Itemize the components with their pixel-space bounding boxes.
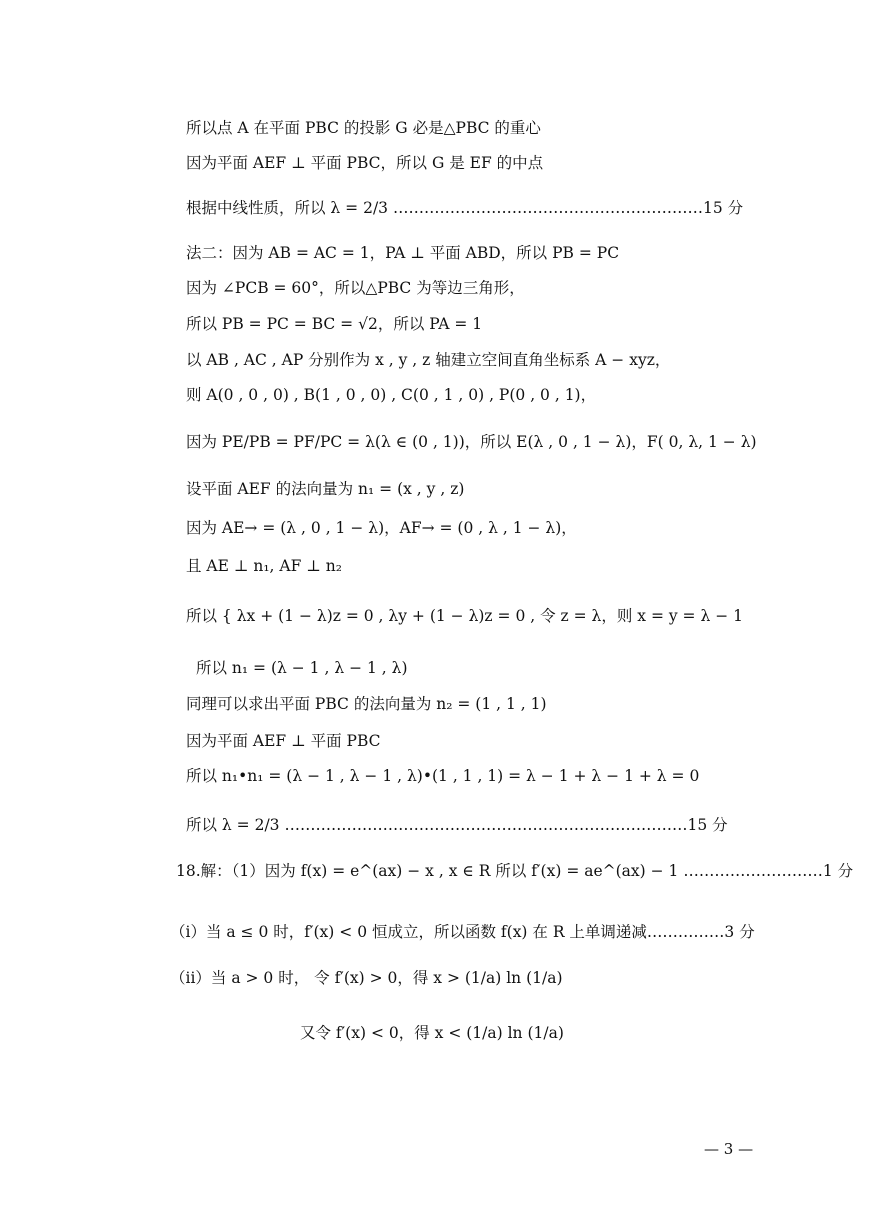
- text-line-11: 因为 AE→ = (λ , 0 , 1 − λ)，AF→ = (0 , λ , 1 − λ)，: [186, 519, 577, 537]
- text-line-12: 且 AE ⊥ n₁, AF ⊥ n₂: [186, 557, 342, 575]
- text-line-22: 又令 f′(x) < 0，得 x < (1/a) ln (1/a): [300, 1024, 564, 1042]
- text-line-4: 法二：因为 AB = AC = 1，PA ⊥ 平面 ABD，所以 PB = PC: [186, 244, 620, 262]
- text-line-1: 所以点 A 在平面 PBC 的投影 G 必是△PBC 的重心: [186, 119, 541, 137]
- text-line-21: （ii）当 a > 0 时， 令 f′(x) > 0，得 x > (1/a) ln (1/a): [170, 969, 563, 987]
- text-line-2: 因为平面 AEF ⊥ 平面 PBC，所以 G 是 EF 的中点: [186, 154, 544, 172]
- text-line-3: 根据中线性质，所以 λ = 2/3 ……………………………………………………15 分: [186, 199, 744, 217]
- text-line-20: （i）当 a ≤ 0 时，f′(x) < 0 恒成立，所以函数 f(x) 在 R 上单调递减……………3 分: [170, 923, 755, 941]
- text-line-8: 则 A(0 , 0 , 0) , B(1 , 0 , 0) , C(0 , 1 , 0) , P(0 , 0 , 1)，: [186, 386, 597, 404]
- text-line-18: 所以 λ = 2/3 ……………………………………………………………………15 分: [186, 816, 728, 834]
- text-line-15: 同理可以求出平面 PBC 的法向量为 n₂ = (1 , 1 , 1): [186, 695, 547, 713]
- text-line-19: 18.解：（1）因为 f(x) = e^(ax) − x , x ∈ R 所以 f′(x) = ae^(ax) − 1 ………………………1 分: [176, 862, 854, 880]
- text-line-14: 所以 n₁ = (λ − 1 , λ − 1 , λ): [196, 659, 408, 677]
- text-line-13: 所以 { λx + (1 − λ)z = 0 , λy + (1 − λ)z = 0 , 令 z = λ，则 x = y = λ − 1: [186, 607, 743, 625]
- text-line-7: 以 AB , AC , AP 分别作为 x , y , z 轴建立空间直角坐标系 A − xyz，: [186, 351, 671, 369]
- text-line-10: 设平面 AEF 的法向量为 n₁ = (x , y , z): [186, 480, 465, 498]
- text-line-6: 所以 PB = PC = BC = √2，所以 PA = 1: [186, 315, 483, 333]
- text-line-5: 因为 ∠PCB = 60°，所以△PBC 为等边三角形，: [186, 279, 525, 297]
- page-number: — 3 —: [704, 1140, 754, 1158]
- text-line-17: 所以 n₁•n₁ = (λ − 1 , λ − 1 , λ)•(1 , 1 , 1) = λ − 1 + λ − 1 + λ = 0: [186, 767, 700, 785]
- text-line-16: 因为平面 AEF ⊥ 平面 PBC: [186, 732, 381, 750]
- text-line-9: 因为 PE/PB = PF/PC = λ(λ ∈ (0 , 1))，所以 E(λ , 0 , 1 − λ)，F( 0, λ, 1 − λ): [186, 433, 757, 451]
